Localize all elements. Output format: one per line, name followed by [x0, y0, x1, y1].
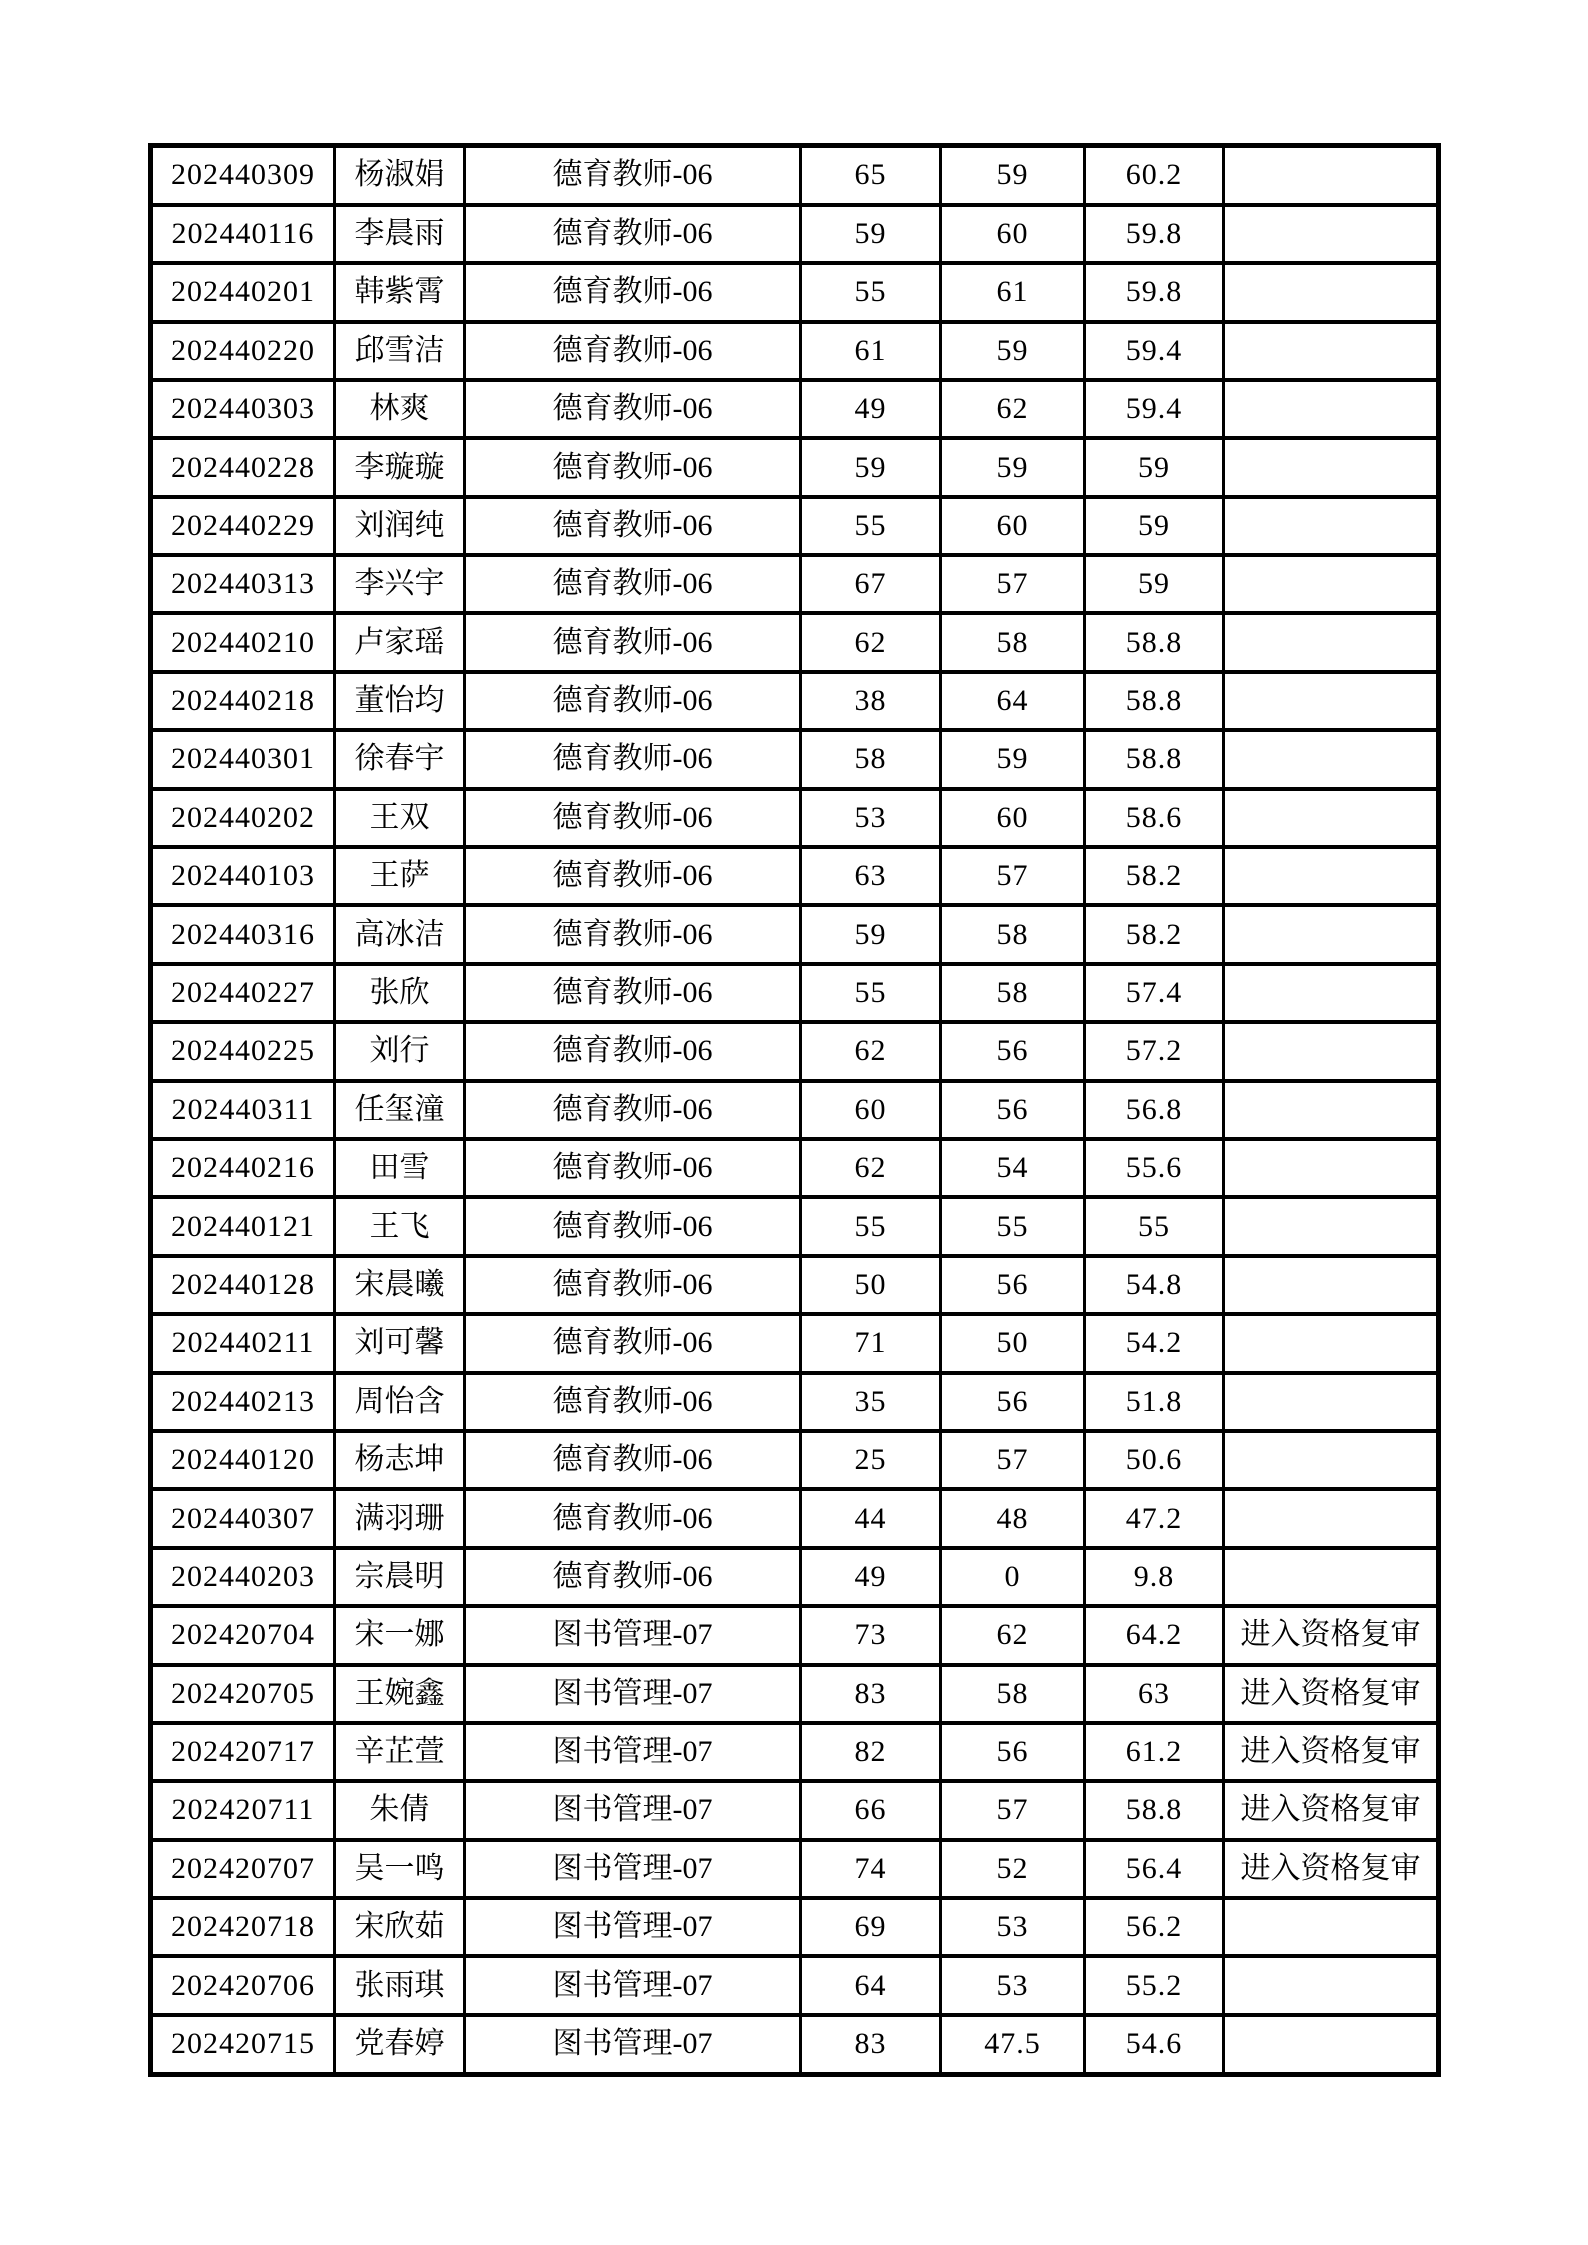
cell-score1: 66: [801, 1781, 941, 1839]
cell-candidate-name: 卢家瑶: [335, 613, 465, 671]
cell-position: 德育教师-06: [465, 1489, 801, 1547]
cell-candidate-name: 杨淑娟: [335, 146, 465, 205]
cell-status: [1224, 789, 1439, 847]
cell-final-score: 54.6: [1085, 2015, 1224, 2075]
cell-score2: 60: [941, 789, 1085, 847]
table-row: [151, 847, 1439, 905]
cell-score1: 82: [801, 1723, 941, 1781]
cell-score1: 55: [801, 263, 941, 321]
cell-status: 进入资格复审: [1224, 1665, 1439, 1723]
table-row: [151, 146, 1439, 205]
cell-candidate-id: 202420715: [151, 2015, 335, 2075]
cell-candidate-name: 宗晨明: [335, 1548, 465, 1606]
table-row: [151, 1139, 1439, 1197]
table-row: [151, 2015, 1439, 2075]
cell-position: 图书管理-07: [465, 1840, 801, 1898]
table-row: [151, 1197, 1439, 1255]
cell-status: [1224, 263, 1439, 321]
cell-score1: 35: [801, 1373, 941, 1431]
table-row: [151, 672, 1439, 730]
cell-status: [1224, 847, 1439, 905]
cell-final-score: 61.2: [1085, 1723, 1224, 1781]
cell-final-score: 59.8: [1085, 205, 1224, 263]
cell-score2: 56: [941, 1081, 1085, 1139]
cell-score2: 53: [941, 1956, 1085, 2014]
cell-position: 德育教师-06: [465, 438, 801, 496]
cell-position: 德育教师-06: [465, 555, 801, 613]
cell-status: [1224, 205, 1439, 263]
cell-final-score: 54.8: [1085, 1256, 1224, 1314]
cell-score2: 64: [941, 672, 1085, 730]
cell-score1: 83: [801, 1665, 941, 1723]
cell-candidate-name: 徐春宇: [335, 730, 465, 788]
cell-candidate-name: 韩紫霄: [335, 263, 465, 321]
cell-candidate-name: 刘行: [335, 1022, 465, 1080]
cell-status: [1224, 322, 1439, 380]
cell-candidate-name: 任玺潼: [335, 1081, 465, 1139]
cell-status: [1224, 1489, 1439, 1547]
cell-final-score: 59: [1085, 438, 1224, 496]
cell-candidate-id: 202420704: [151, 1606, 335, 1664]
cell-score1: 53: [801, 789, 941, 847]
cell-position: 德育教师-06: [465, 730, 801, 788]
cell-position: 德育教师-06: [465, 1256, 801, 1314]
cell-score1: 62: [801, 1139, 941, 1197]
cell-candidate-name: 王双: [335, 789, 465, 847]
table-row: [151, 1022, 1439, 1080]
cell-score1: 55: [801, 497, 941, 555]
table-row: [151, 497, 1439, 555]
cell-score2: 58: [941, 964, 1085, 1022]
cell-score2: 53: [941, 1898, 1085, 1956]
cell-candidate-id: 202420718: [151, 1898, 335, 1956]
cell-candidate-id: 202440220: [151, 322, 335, 380]
cell-final-score: 58.2: [1085, 905, 1224, 963]
cell-candidate-name: 宋一娜: [335, 1606, 465, 1664]
cell-candidate-id: 202420707: [151, 1840, 335, 1898]
cell-final-score: 60.2: [1085, 146, 1224, 205]
table-row: [151, 1840, 1439, 1898]
cell-final-score: 55.2: [1085, 1956, 1224, 2014]
cell-final-score: 58.8: [1085, 672, 1224, 730]
cell-status: [1224, 497, 1439, 555]
cell-candidate-id: 202440227: [151, 964, 335, 1022]
cell-candidate-id: 202440228: [151, 438, 335, 496]
cell-status: [1224, 438, 1439, 496]
cell-final-score: 58.8: [1085, 730, 1224, 788]
cell-candidate-name: 周怡含: [335, 1373, 465, 1431]
cell-position: 图书管理-07: [465, 1606, 801, 1664]
cell-score1: 55: [801, 964, 941, 1022]
cell-score2: 60: [941, 497, 1085, 555]
cell-score1: 50: [801, 1256, 941, 1314]
cell-candidate-id: 202440229: [151, 497, 335, 555]
table-row: [151, 1956, 1439, 2014]
table-row: [151, 1898, 1439, 1956]
cell-final-score: 64.2: [1085, 1606, 1224, 1664]
cell-status: [1224, 1548, 1439, 1606]
cell-position: 德育教师-06: [465, 905, 801, 963]
table-row: [151, 380, 1439, 438]
cell-final-score: 56.2: [1085, 1898, 1224, 1956]
cell-score2: 59: [941, 730, 1085, 788]
cell-score2: 60: [941, 205, 1085, 263]
cell-position: 德育教师-06: [465, 964, 801, 1022]
cell-candidate-id: 202440307: [151, 1489, 335, 1547]
cell-score2: 57: [941, 1431, 1085, 1489]
cell-candidate-name: 刘可馨: [335, 1314, 465, 1372]
cell-score1: 59: [801, 905, 941, 963]
cell-score2: 58: [941, 905, 1085, 963]
cell-status: [1224, 1256, 1439, 1314]
cell-score2: 56: [941, 1723, 1085, 1781]
cell-status: [1224, 1431, 1439, 1489]
cell-score1: 83: [801, 2015, 941, 2075]
cell-status: [1224, 2015, 1439, 2075]
cell-candidate-name: 宋晨曦: [335, 1256, 465, 1314]
table-row: [151, 1256, 1439, 1314]
cell-score1: 55: [801, 1197, 941, 1255]
cell-score2: 50: [941, 1314, 1085, 1372]
cell-candidate-name: 林爽: [335, 380, 465, 438]
cell-score2: 56: [941, 1256, 1085, 1314]
table-row: [151, 322, 1439, 380]
cell-final-score: 59: [1085, 555, 1224, 613]
cell-score2: 58: [941, 1665, 1085, 1723]
table-row: [151, 730, 1439, 788]
cell-candidate-name: 张雨琪: [335, 1956, 465, 2014]
cell-position: 德育教师-06: [465, 1139, 801, 1197]
cell-status: 进入资格复审: [1224, 1840, 1439, 1898]
cell-candidate-id: 202420717: [151, 1723, 335, 1781]
cell-status: [1224, 1373, 1439, 1431]
cell-position: 图书管理-07: [465, 1665, 801, 1723]
cell-candidate-name: 吴一鸣: [335, 1840, 465, 1898]
cell-candidate-name: 杨志坤: [335, 1431, 465, 1489]
cell-candidate-name: 王萨: [335, 847, 465, 905]
cell-status: [1224, 964, 1439, 1022]
table-row: [151, 1373, 1439, 1431]
cell-candidate-id: 202440202: [151, 789, 335, 847]
cell-final-score: 56.8: [1085, 1081, 1224, 1139]
cell-final-score: 59.4: [1085, 380, 1224, 438]
table-row: [151, 205, 1439, 263]
results-table-body: [151, 146, 1439, 2075]
table-row: [151, 438, 1439, 496]
cell-status: [1224, 1898, 1439, 1956]
cell-status: 进入资格复审: [1224, 1723, 1439, 1781]
cell-score1: 25: [801, 1431, 941, 1489]
cell-score1: 67: [801, 555, 941, 613]
cell-candidate-id: 202420711: [151, 1781, 335, 1839]
cell-candidate-id: 202440213: [151, 1373, 335, 1431]
table-row: [151, 613, 1439, 671]
table-row: [151, 1489, 1439, 1547]
cell-candidate-id: 202440309: [151, 146, 335, 205]
cell-status: [1224, 1022, 1439, 1080]
cell-candidate-name: 满羽珊: [335, 1489, 465, 1547]
cell-final-score: 63: [1085, 1665, 1224, 1723]
cell-final-score: 58.6: [1085, 789, 1224, 847]
cell-final-score: 50.6: [1085, 1431, 1224, 1489]
cell-final-score: 59.4: [1085, 322, 1224, 380]
table-row: [151, 1548, 1439, 1606]
cell-status: [1224, 613, 1439, 671]
cell-score1: 59: [801, 205, 941, 263]
cell-score2: 62: [941, 380, 1085, 438]
cell-candidate-id: 202440116: [151, 205, 335, 263]
cell-position: 德育教师-06: [465, 1431, 801, 1489]
cell-candidate-name: 张欣: [335, 964, 465, 1022]
cell-candidate-id: 202440120: [151, 1431, 335, 1489]
cell-score1: 60: [801, 1081, 941, 1139]
cell-position: 德育教师-06: [465, 789, 801, 847]
cell-score2: 57: [941, 847, 1085, 905]
cell-final-score: 59: [1085, 497, 1224, 555]
cell-status: [1224, 730, 1439, 788]
cell-candidate-id: 202440201: [151, 263, 335, 321]
cell-candidate-id: 202440203: [151, 1548, 335, 1606]
cell-status: [1224, 146, 1439, 205]
cell-final-score: 56.4: [1085, 1840, 1224, 1898]
cell-position: 德育教师-06: [465, 1373, 801, 1431]
cell-candidate-id: 202440313: [151, 555, 335, 613]
cell-candidate-name: 李兴宇: [335, 555, 465, 613]
table-row: [151, 905, 1439, 963]
cell-candidate-id: 202440128: [151, 1256, 335, 1314]
cell-candidate-name: 李晨雨: [335, 205, 465, 263]
cell-score2: 57: [941, 1781, 1085, 1839]
table-row: [151, 1314, 1439, 1372]
table-row: [151, 1606, 1439, 1664]
cell-score2: 56: [941, 1022, 1085, 1080]
cell-candidate-id: 202440316: [151, 905, 335, 963]
cell-final-score: 9.8: [1085, 1548, 1224, 1606]
cell-status: [1224, 555, 1439, 613]
table-row: [151, 1431, 1439, 1489]
cell-candidate-name: 王婉鑫: [335, 1665, 465, 1723]
cell-candidate-name: 王飞: [335, 1197, 465, 1255]
cell-score1: 74: [801, 1840, 941, 1898]
cell-status: 进入资格复审: [1224, 1781, 1439, 1839]
cell-score2: 55: [941, 1197, 1085, 1255]
cell-status: [1224, 905, 1439, 963]
cell-score1: 62: [801, 1022, 941, 1080]
cell-score2: 57: [941, 555, 1085, 613]
cell-status: [1224, 672, 1439, 730]
cell-candidate-id: 202440121: [151, 1197, 335, 1255]
cell-position: 德育教师-06: [465, 672, 801, 730]
cell-position: 德育教师-06: [465, 1081, 801, 1139]
cell-candidate-id: 202440218: [151, 672, 335, 730]
cell-position: 德育教师-06: [465, 1197, 801, 1255]
cell-final-score: 51.8: [1085, 1373, 1224, 1431]
table-row: [151, 263, 1439, 321]
cell-score2: 47.5: [941, 2015, 1085, 2075]
table-row: [151, 789, 1439, 847]
table-row: [151, 1781, 1439, 1839]
cell-score2: 56: [941, 1373, 1085, 1431]
cell-final-score: 59.8: [1085, 263, 1224, 321]
cell-position: 德育教师-06: [465, 847, 801, 905]
cell-candidate-id: 202440103: [151, 847, 335, 905]
cell-score1: 62: [801, 613, 941, 671]
table-row: [151, 555, 1439, 613]
cell-candidate-name: 高冰洁: [335, 905, 465, 963]
cell-position: 图书管理-07: [465, 1956, 801, 2014]
cell-score1: 71: [801, 1314, 941, 1372]
cell-score2: 59: [941, 146, 1085, 205]
cell-score2: 59: [941, 322, 1085, 380]
cell-final-score: 58.2: [1085, 847, 1224, 905]
cell-position: 德育教师-06: [465, 263, 801, 321]
cell-score2: 59: [941, 438, 1085, 496]
cell-score1: 59: [801, 438, 941, 496]
table-row: [151, 964, 1439, 1022]
cell-score1: 44: [801, 1489, 941, 1547]
cell-score1: 38: [801, 672, 941, 730]
cell-candidate-id: 202440301: [151, 730, 335, 788]
cell-candidate-id: 202420705: [151, 1665, 335, 1723]
cell-candidate-id: 202440210: [151, 613, 335, 671]
cell-score1: 69: [801, 1898, 941, 1956]
cell-position: 图书管理-07: [465, 1898, 801, 1956]
cell-final-score: 58.8: [1085, 613, 1224, 671]
cell-final-score: 55: [1085, 1197, 1224, 1255]
cell-candidate-id: 202440311: [151, 1081, 335, 1139]
cell-final-score: 58.8: [1085, 1781, 1224, 1839]
cell-candidate-name: 朱倩: [335, 1781, 465, 1839]
cell-score1: 73: [801, 1606, 941, 1664]
cell-position: 德育教师-06: [465, 1548, 801, 1606]
cell-score2: 62: [941, 1606, 1085, 1664]
table-row: [151, 1723, 1439, 1781]
cell-candidate-name: 宋欣茹: [335, 1898, 465, 1956]
cell-score2: 48: [941, 1489, 1085, 1547]
cell-candidate-name: 辛芷萱: [335, 1723, 465, 1781]
cell-candidate-name: 刘润纯: [335, 497, 465, 555]
cell-candidate-name: 李璇璇: [335, 438, 465, 496]
table-row: [151, 1081, 1439, 1139]
cell-status: [1224, 1314, 1439, 1372]
cell-position: 图书管理-07: [465, 1781, 801, 1839]
cell-candidate-id: 202440211: [151, 1314, 335, 1372]
cell-candidate-id: 202440303: [151, 380, 335, 438]
cell-score1: 63: [801, 847, 941, 905]
cell-score1: 61: [801, 322, 941, 380]
cell-score1: 49: [801, 380, 941, 438]
cell-score1: 64: [801, 1956, 941, 2014]
cell-status: [1224, 1081, 1439, 1139]
cell-position: 德育教师-06: [465, 1314, 801, 1372]
cell-final-score: 57.2: [1085, 1022, 1224, 1080]
cell-status: [1224, 1197, 1439, 1255]
cell-position: 德育教师-06: [465, 613, 801, 671]
cell-position: 德育教师-06: [465, 1022, 801, 1080]
cell-score2: 61: [941, 263, 1085, 321]
cell-score2: 0: [941, 1548, 1085, 1606]
cell-score1: 49: [801, 1548, 941, 1606]
table-row: [151, 1665, 1439, 1723]
cell-candidate-name: 董怡均: [335, 672, 465, 730]
cell-position: 图书管理-07: [465, 1723, 801, 1781]
cell-status: [1224, 1956, 1439, 2014]
cell-status: [1224, 380, 1439, 438]
cell-position: 图书管理-07: [465, 2015, 801, 2075]
cell-position: 德育教师-06: [465, 205, 801, 263]
cell-status: [1224, 1139, 1439, 1197]
cell-candidate-name: 党春婷: [335, 2015, 465, 2075]
cell-position: 德育教师-06: [465, 322, 801, 380]
cell-final-score: 47.2: [1085, 1489, 1224, 1547]
cell-score1: 65: [801, 146, 941, 205]
cell-final-score: 57.4: [1085, 964, 1224, 1022]
cell-candidate-name: 田雪: [335, 1139, 465, 1197]
cell-final-score: 55.6: [1085, 1139, 1224, 1197]
cell-candidate-id: 202420706: [151, 1956, 335, 2014]
cell-candidate-id: 202440216: [151, 1139, 335, 1197]
cell-candidate-id: 202440225: [151, 1022, 335, 1080]
cell-position: 德育教师-06: [465, 146, 801, 205]
cell-score2: 58: [941, 613, 1085, 671]
cell-status: 进入资格复审: [1224, 1606, 1439, 1664]
cell-position: 德育教师-06: [465, 497, 801, 555]
cell-position: 德育教师-06: [465, 380, 801, 438]
cell-score2: 54: [941, 1139, 1085, 1197]
cell-final-score: 54.2: [1085, 1314, 1224, 1372]
cell-score1: 58: [801, 730, 941, 788]
cell-candidate-name: 邱雪洁: [335, 322, 465, 380]
results-table: [148, 143, 1441, 2077]
cell-score2: 52: [941, 1840, 1085, 1898]
